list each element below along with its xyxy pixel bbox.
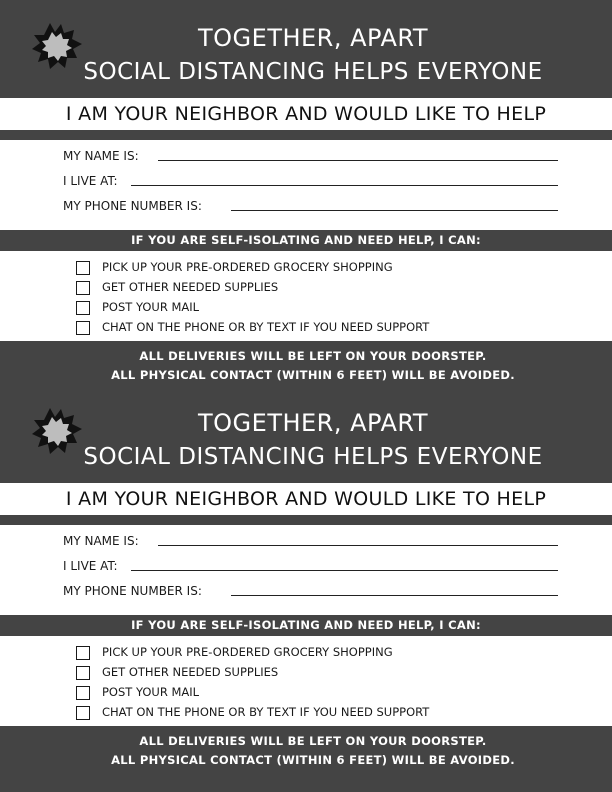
checkbox[interactable] bbox=[76, 321, 90, 335]
phone-label: MY PHONE NUMBER IS: bbox=[63, 199, 202, 213]
checkbox[interactable] bbox=[76, 281, 90, 295]
footer-deliveries: ALL DELIVERIES WILL BE LEFT ON YOUR DOORSTEP. bbox=[139, 349, 487, 363]
flyer-card-bottom bbox=[0, 385, 612, 770]
address-field bbox=[63, 559, 118, 573]
phone-field bbox=[63, 584, 202, 598]
checkbox[interactable] bbox=[76, 706, 90, 720]
title-social-distancing: SOCIAL DISTANCING HELPS EVERYONE bbox=[83, 444, 543, 470]
option-label: CHAT ON THE PHONE OR BY TEXT IF YOU NEED SUPPORT bbox=[102, 320, 430, 334]
divider-band bbox=[0, 130, 612, 140]
footer-contact: ALL PHYSICAL CONTACT (WITHIN 6 FEET) WILL BE AVOIDED. bbox=[111, 753, 515, 767]
title-together-apart: TOGETHER, APART bbox=[198, 409, 428, 437]
phone-field bbox=[63, 199, 202, 213]
checkbox[interactable] bbox=[76, 261, 90, 275]
phone-label: MY PHONE NUMBER IS: bbox=[63, 584, 202, 598]
neighbor-intro: I AM YOUR NEIGHBOR AND WOULD LIKE TO HELP bbox=[0, 483, 612, 515]
address-label: I LIVE AT: bbox=[63, 559, 118, 573]
name-line[interactable] bbox=[158, 160, 558, 161]
footer-deliveries: ALL DELIVERIES WILL BE LEFT ON YOUR DOORSTEP. bbox=[139, 734, 487, 748]
address-field bbox=[63, 174, 118, 188]
name-field bbox=[63, 149, 139, 163]
checkbox[interactable] bbox=[76, 666, 90, 680]
name-line[interactable] bbox=[158, 545, 558, 546]
option-label: POST YOUR MAIL bbox=[102, 300, 200, 314]
option-label: GET OTHER NEEDED SUPPLIES bbox=[102, 665, 279, 679]
title-together-apart: TOGETHER, APART bbox=[198, 24, 428, 52]
header-band bbox=[0, 0, 612, 98]
checkbox[interactable] bbox=[76, 646, 90, 660]
help-heading: IF YOU ARE SELF-ISOLATING AND NEED HELP, I CAN: bbox=[0, 615, 612, 636]
checkbox[interactable] bbox=[76, 686, 90, 700]
title-social-distancing: SOCIAL DISTANCING HELPS EVERYONE bbox=[83, 59, 543, 85]
option-label: CHAT ON THE PHONE OR BY TEXT IF YOU NEED SUPPORT bbox=[102, 705, 430, 719]
name-label: MY NAME IS: bbox=[63, 149, 139, 163]
phone-line[interactable] bbox=[231, 595, 558, 596]
option-label: PICK UP YOUR PRE-ORDERED GROCERY SHOPPING bbox=[102, 645, 393, 659]
checkbox[interactable] bbox=[76, 301, 90, 315]
name-label: MY NAME IS: bbox=[63, 534, 139, 548]
option-label: GET OTHER NEEDED SUPPLIES bbox=[102, 280, 279, 294]
footer-band bbox=[0, 341, 612, 391]
name-field bbox=[63, 534, 139, 548]
footer-band bbox=[0, 726, 612, 792]
flyer-card-top bbox=[0, 0, 612, 385]
option-label: PICK UP YOUR PRE-ORDERED GROCERY SHOPPING bbox=[102, 260, 393, 274]
help-heading: IF YOU ARE SELF-ISOLATING AND NEED HELP, I CAN: bbox=[0, 230, 612, 251]
footer-contact: ALL PHYSICAL CONTACT (WITHIN 6 FEET) WILL BE AVOIDED. bbox=[111, 368, 515, 382]
option-label: POST YOUR MAIL bbox=[102, 685, 200, 699]
phone-line[interactable] bbox=[231, 210, 558, 211]
address-line[interactable] bbox=[131, 570, 558, 571]
divider-band bbox=[0, 515, 612, 525]
address-label: I LIVE AT: bbox=[63, 174, 118, 188]
header-band bbox=[0, 385, 612, 483]
neighbor-intro: I AM YOUR NEIGHBOR AND WOULD LIKE TO HELP bbox=[0, 98, 612, 130]
address-line[interactable] bbox=[131, 185, 558, 186]
